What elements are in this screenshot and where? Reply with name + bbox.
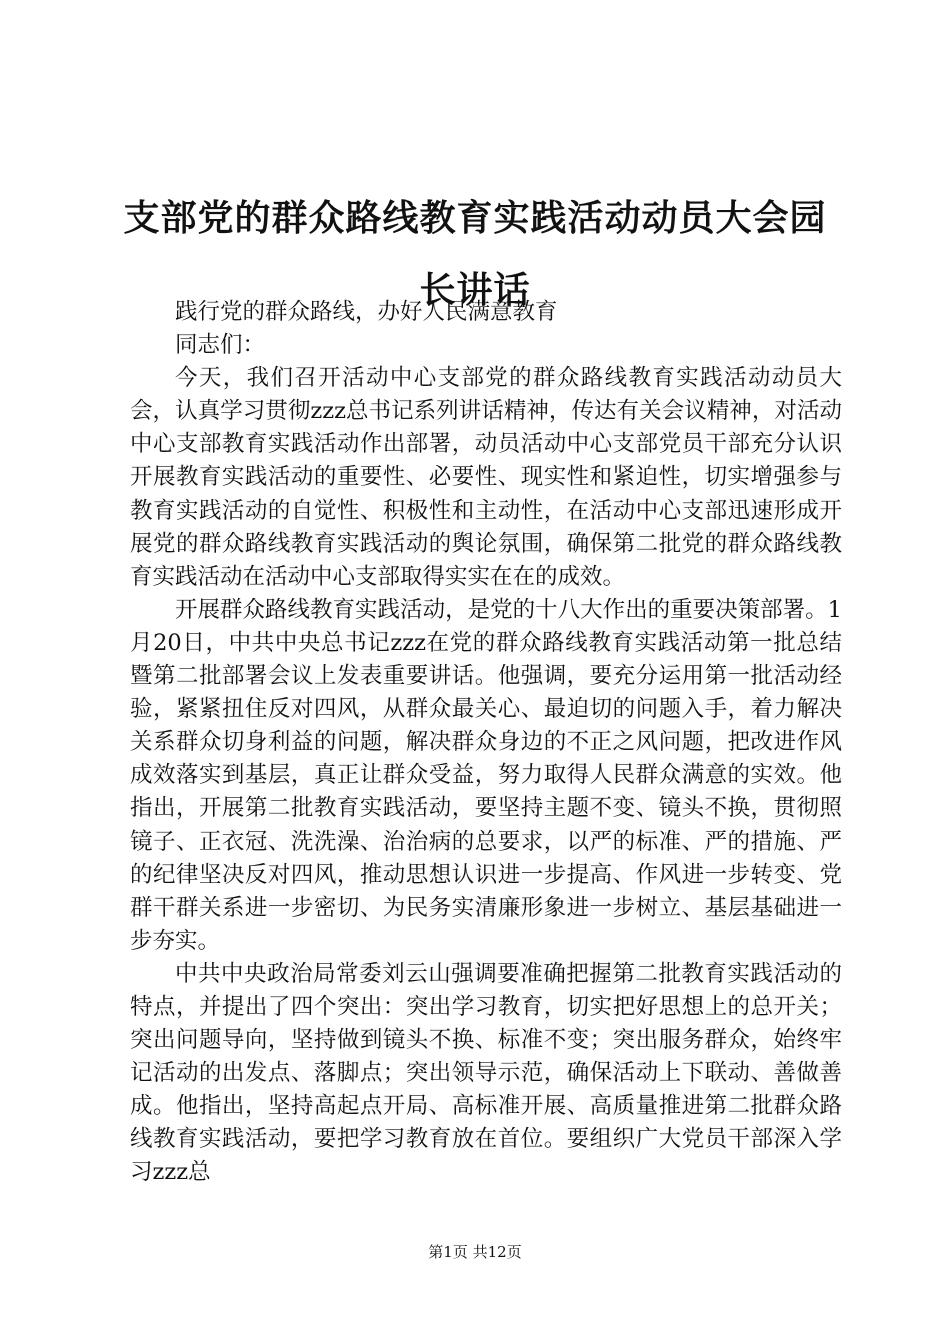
- document-subtitle: 践行党的群众路线，办好人民满意教育: [175, 299, 558, 325]
- paragraph-2: 开展群众路线教育实践活动，是党的十八大作出的重要决策部署。1月20日，中共中央总书记zzz在党的群众路线教育实践活动第一批总结暨第二批部署会议上发表重要讲话。他强调，要充分运用第一批活动经验，紧紧扭住反对四风，从群众最关心、最迫切的问题入手，着力解决关系群众切身利益的问题，解决群众身边的不正之风问题，把改进作风成效落实到基层，真正让群众受益，努力取得人民群众满意的实效。他指出，开展第二批教育实践活动，要坚持主题不变、镜头不换，贯彻照镜子、正衣冠、洗洗澡、治治病的总要求，以严的标准、严的措施、严的纪律坚决反对四风，推动思想认识进一步提高、作风进一步转变、党群干群关系进一步密切、为民务实清廉形象进一步树立、基层基础进一步夯实。: [130, 596, 842, 954]
- paragraph-1: 今天，我们召开活动中心支部党的群众路线教育实践活动动员大会，认真学习贯彻zzz总书记系列讲话精神，传达有关会议精神，对活动中心支部教育实践活动作出部署，动员活动中心支部党员干部充分认识开展教育实践活动的重要性、必要性、现实性和紧迫性，切实增强参与教育实践活动的自觉性、积极性和主动性，在活动中心支部迅速形成开展党的群众路线教育实践活动的舆论氛围，确保第二批党的群众路线教育实践活动在活动中心支部取得实实在在的成效。: [130, 365, 842, 590]
- paragraph-3: 中共中央政治局常委刘云山强调要准确把握第二批教育实践活动的特点，并提出了四个突出：突出学习教育，切实把好思想上的总开关；突出问题导向，坚持做到镜头不换、标准不变；突出服务群众，始终牢记活动的出发点、落脚点；突出领导示范，确保活动上下联动、善做善成。他指出，坚持高起点开局、高标准开展、高质量推进第二批群众路线教育实践活动，要把学习教育放在首位。要组织广大党员干部深入学习zzz总: [130, 960, 842, 1186]
- salutation: 同志们：: [175, 332, 266, 359]
- document-body: [130, 296, 842, 1190]
- document-title: 支部党的群众路线教育实践活动动员大会园长讲话: [123, 198, 827, 311]
- page-number-footer: 第1页 共12页: [428, 1243, 522, 1261]
